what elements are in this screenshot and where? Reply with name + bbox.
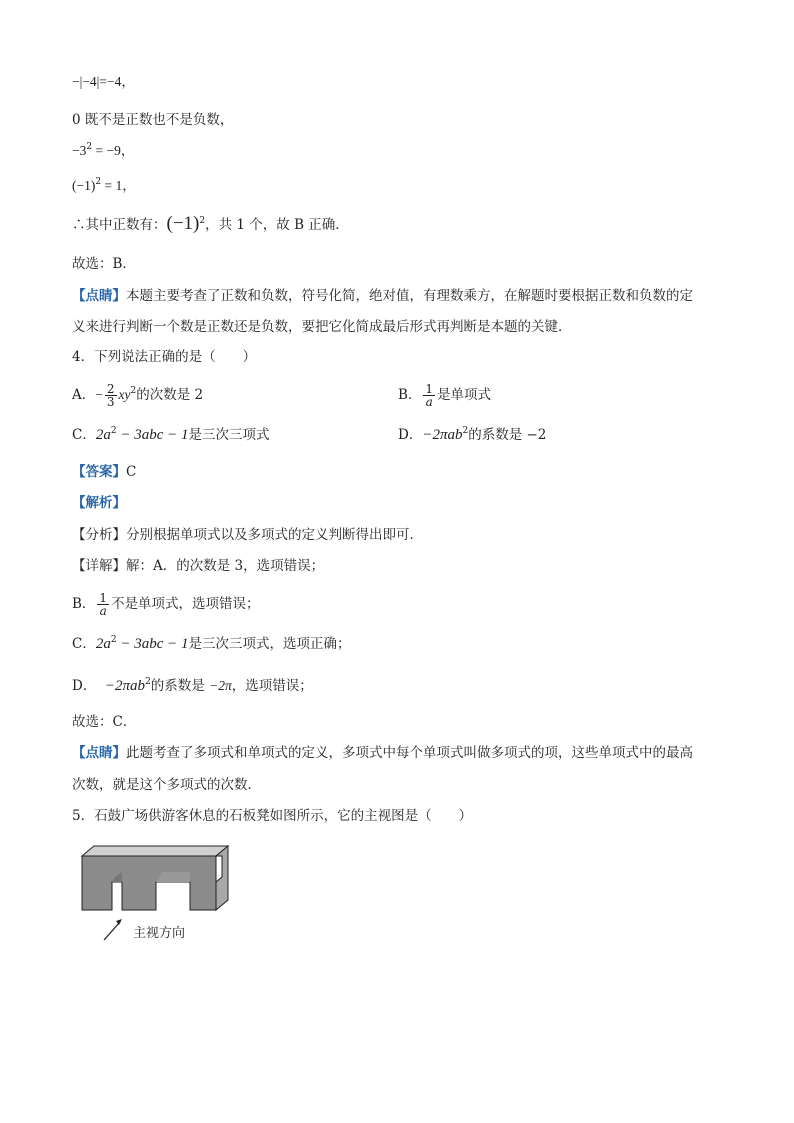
view-direction-arrow <box>104 922 120 940</box>
answer-tag: 【答案】 <box>72 464 126 480</box>
q4-option-d: D．−2πab$^2$的系数是 −2 <box>398 426 547 443</box>
bench-inner-shade-2 <box>156 872 190 882</box>
q4-option-b: B． $\frac{1}{a}$ 是单项式 <box>398 382 492 409</box>
bench-front-face <box>82 856 216 910</box>
jiexi-tag: 【解析】 <box>72 495 126 511</box>
answer-value: C <box>126 464 137 480</box>
figure-label: 主视方向 <box>133 926 186 941</box>
question-5-stem: 5．石鼓广场供游客休息的石板凳如图所示，它的主视图是（ ） <box>72 808 473 824</box>
xiangjie-option-c: C．$2a^2 - 3abc - 1$是三次三项式，选项正确； <box>72 635 351 652</box>
question-4-stem: 4．下列说法正确的是（ ） <box>72 349 257 365</box>
solution-line-4: $(-1)^2 = 1$， <box>72 177 136 193</box>
bench-side-face <box>216 846 228 910</box>
dianjing-tag: 【点睛】 <box>72 288 126 304</box>
solution-line-3: $-3^2 = -9$， <box>72 142 135 158</box>
solution-line-6: 故选：B． <box>72 256 136 272</box>
fenxi-line: 【分析】分别根据单项式以及多项式的定义判断得出即可． <box>72 527 423 543</box>
bench-top-face <box>82 846 228 856</box>
xiangjie-option-d: D． −2πab$^2$的系数是 −2π，选项错误； <box>72 677 313 694</box>
dianjing2-line-2: 次数，就是这个多项式的次数． <box>72 777 261 793</box>
dianjing-line-2: 义来进行判断一个数是正数还是负数，要把它化简成最后形式再判断是本题的关键． <box>72 319 572 335</box>
solution-line-2: 0 既不是正数也不是负数， <box>72 112 234 128</box>
q4-option-c: C．$2a^2 - 3abc - 1$是三次三项式 <box>72 426 270 443</box>
solution-line-5: ∴其中正数有：$(-1)^2$，共 1 个，故 B 正确． <box>72 213 349 234</box>
xiangjie-option-b: B． $\frac{1}{a}$ 不是单项式，选项错误； <box>72 591 260 618</box>
solution-line-1: −|−4|=−4， <box>72 74 135 89</box>
q4-option-a: A．− $\frac{2}{3}$ $xy^2$的次数是 2 <box>72 382 204 409</box>
dianjing-line-1: 【点睛】本题主要考查了正数和负数，符号化简，绝对值，有理数乘方，在解题时要根据正数和负数的定 <box>72 288 693 304</box>
xiangjie-line: 【详解】解：A．的次数是 3，选项错误； <box>72 558 325 574</box>
guxuan-line: 故选：C． <box>72 714 137 730</box>
dianjing2-line-1: 【点睛】此题考查了多项式和单项式的定义，多项式中每个单项式叫做多项式的项，这些单项式中的最高 <box>72 745 693 761</box>
answer-line <box>72 462 136 482</box>
arrow-head-icon <box>116 919 122 925</box>
